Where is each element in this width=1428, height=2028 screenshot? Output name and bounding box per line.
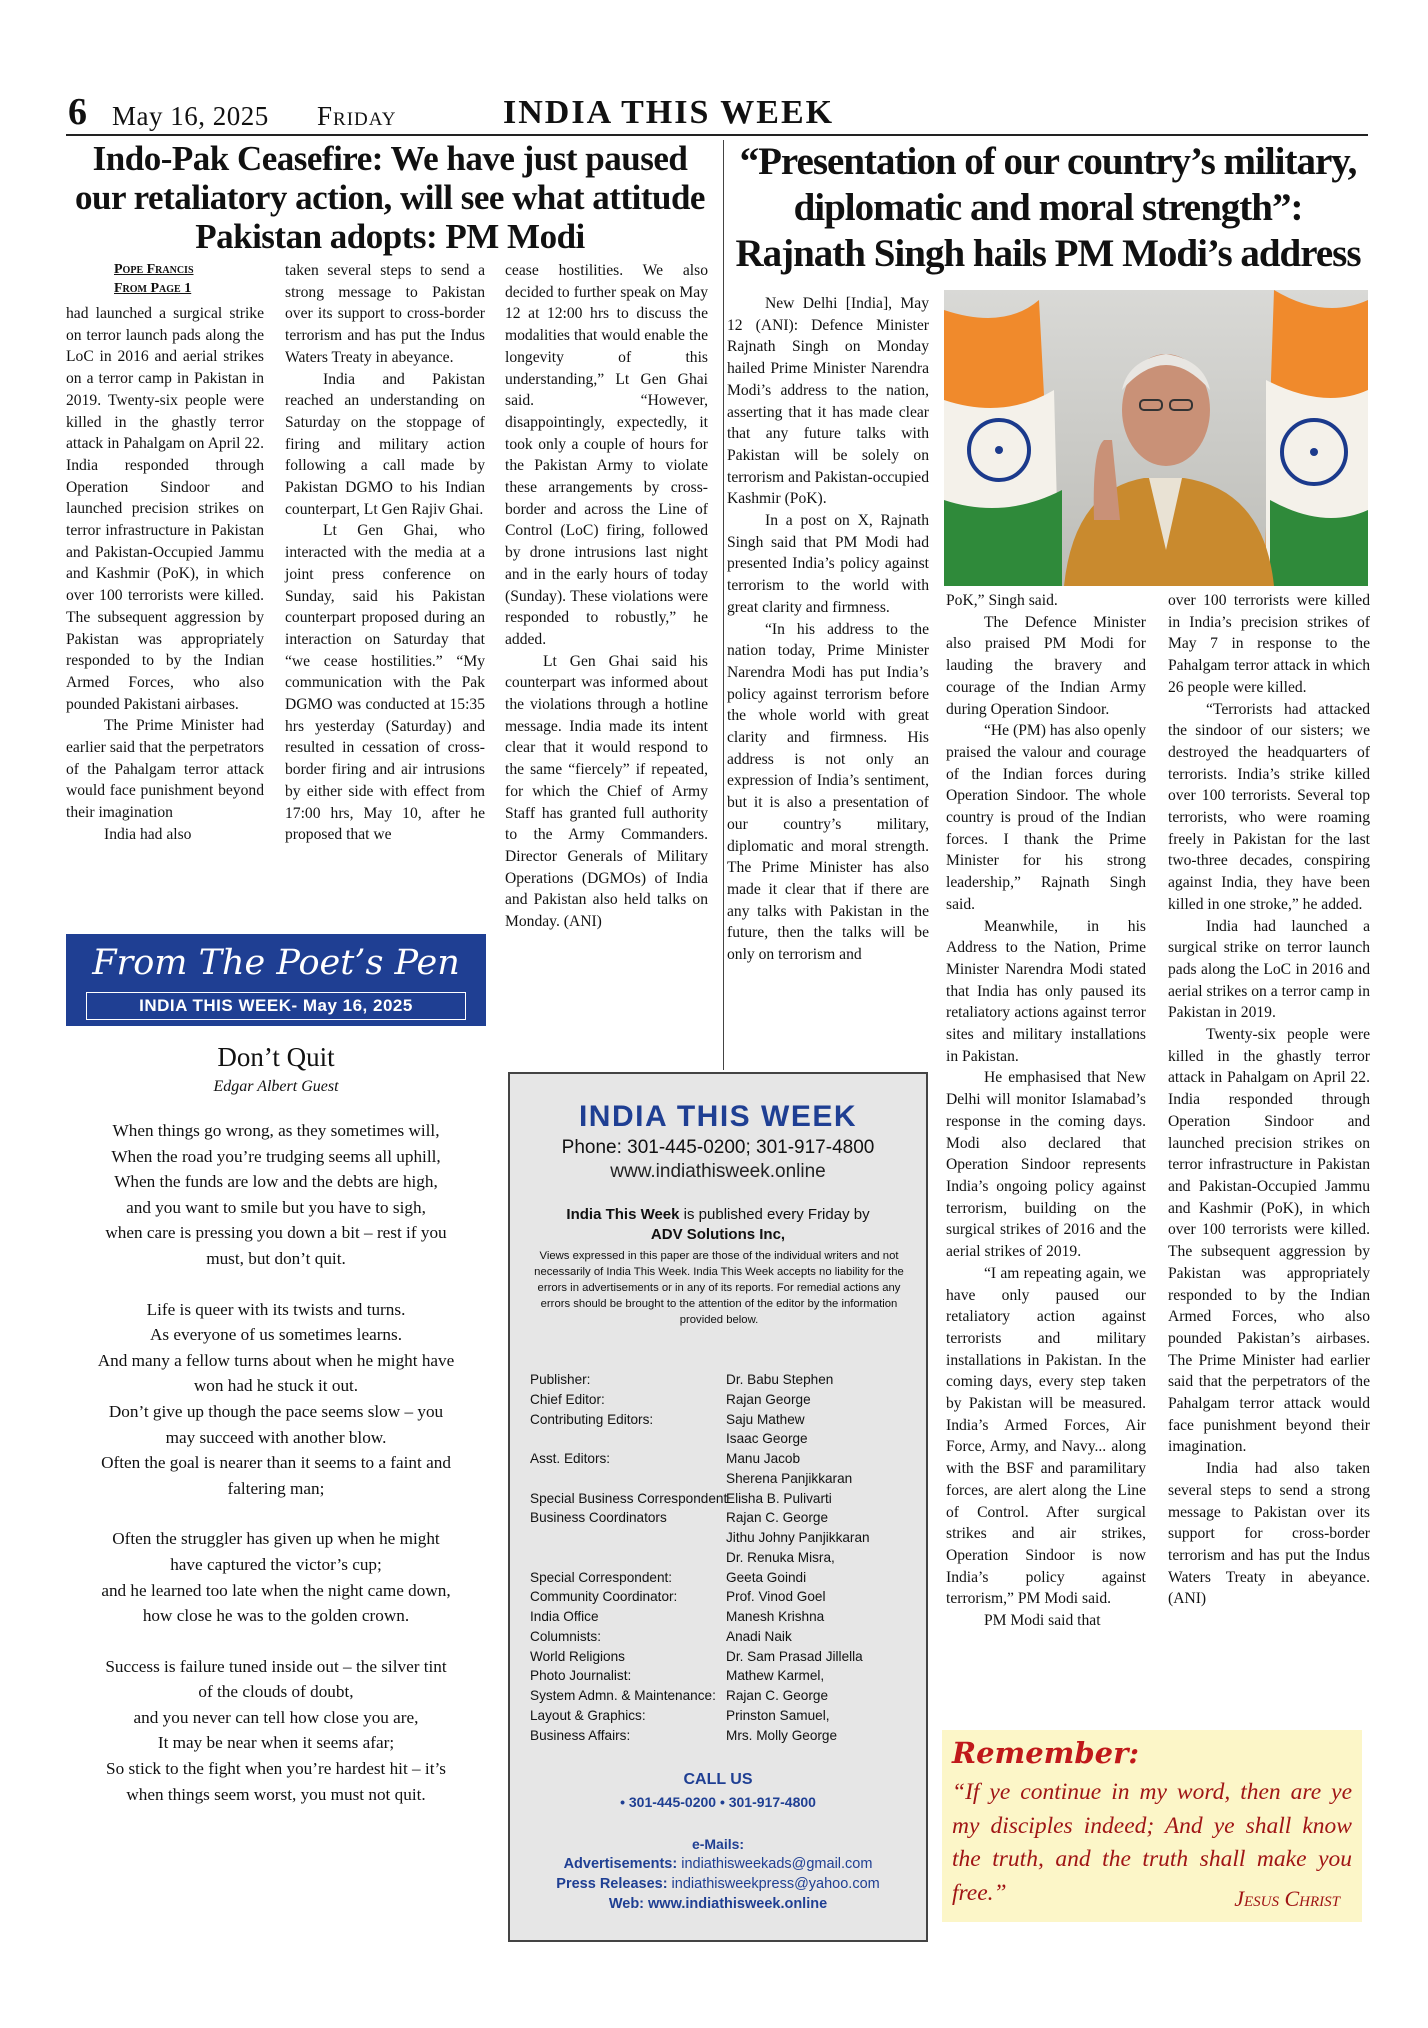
staff-row — [530, 1410, 920, 1430]
staff-name: Prof. Vinod Goel — [726, 1589, 826, 1605]
poem-line: how close he was to the golden crown. — [142, 1606, 410, 1626]
byline-source: From Page 1 — [114, 281, 192, 296]
remember-box — [942, 1730, 1362, 1922]
staff-name: Saju Mathew — [726, 1411, 805, 1427]
staff-row — [530, 1429, 920, 1449]
staff-row — [530, 1706, 920, 1726]
staff-name: Manesh Krishna — [726, 1609, 825, 1624]
paragraph: over 100 terrorists were killed in India’s precision strikes of May 7 in response to the Pahalgam terror attack in which 26 people were killed. — [1168, 592, 1370, 696]
paragraph: The Defence Minister also praised PM Modi for lauding the bravery and courage of the Indian Army during Operation Sindoor. — [946, 613, 1146, 718]
paragraph: New Delhi [India], May 12 (ANI): Defence Minister Rajnath Singh on Monday hailed Prime Minister Narendra Modi’s address to the nation, asserting that it has made clear that any future talks with Pakistan will be solely on terrorism and Pakistan-occupied Kashmir (PoK). — [727, 295, 929, 508]
web-link[interactable]: Web: www.indiathisweek.online — [608, 1896, 828, 1912]
remember-author: Jesus Christ — [1234, 1886, 1340, 1911]
paragraph: taken several steps to send a strong message to Pakistan over its support to cross-border terrorism and has put the Indus Waters Treaty in abeyance. — [285, 262, 485, 366]
article2-col2 — [946, 590, 1146, 1632]
article2-col1 — [727, 293, 929, 966]
published-line — [510, 1205, 926, 1225]
staff-role — [530, 1429, 726, 1449]
issue-date: May 16, 2025 — [112, 101, 269, 131]
remember-title: Remember: — [952, 1736, 1140, 1770]
staff-name: Rajan C. George — [726, 1688, 829, 1703]
poem-line: As everyone of us sometimes learns. — [149, 1325, 403, 1345]
staff-name: Isaac George — [726, 1431, 808, 1447]
staff-role: Publisher: — [530, 1372, 591, 1387]
staff-name: Geeta Goindi — [726, 1569, 807, 1585]
publication-info-box — [508, 1072, 928, 1942]
photo-illustration — [944, 290, 1368, 586]
paragraph: Twenty-six people were killed in the ghastly terror attack in Pahalgam on April 22. India responded through Operation Sindoor and launched precision strikes on terror infrastructure in Pakistan and Pakistan-Occupied Jammu and Kashmir (PoK), in which over 100 terrorists were killed. The subsequent aggression by Pakistan was appropriately responded to by the Indian Armed Forces, who also pounded Pakistan’s airbases. The Prime Minister had earlier said that the perpetrators of the Pahalgam terror attack would face punishment beyond their imagination. — [1168, 1026, 1370, 1456]
column-divider — [723, 140, 724, 1070]
poem-stanza — [60, 1654, 492, 1808]
staff-name: Jithu Johny Panjikkaran — [726, 1530, 870, 1545]
poem-stanza — [60, 1526, 492, 1628]
staff-role: World Religions — [530, 1648, 625, 1664]
article1-col2 — [285, 260, 485, 846]
staff-row — [530, 1607, 920, 1627]
staff-role: Asst. Editors: — [530, 1451, 611, 1466]
staff-role: Business Affairs: — [530, 1727, 631, 1743]
poem-line: faltering man; — [227, 1478, 325, 1498]
poem-line: have captured the victor’s cup; — [170, 1554, 382, 1574]
staff-name: Dr. Renuka Misra, — [726, 1549, 835, 1565]
paper-title: INDIA THIS WEEK — [503, 94, 835, 131]
staff-row — [530, 1390, 920, 1410]
staff-row — [530, 1627, 920, 1647]
remember-quote: “If ye continue in my word, then are ye my disciples indeed; And ye shall know the truth, and the truth shall make you free.” — [952, 1779, 1352, 1906]
staff-role: Layout & Graphics: — [530, 1707, 646, 1723]
poet-band-title: From The Poet’s Pen — [92, 943, 460, 983]
rajnath-singh-photo — [944, 290, 1368, 586]
staff-role: Photo Journalist: — [530, 1668, 632, 1684]
poem-line: When the road you’re trudging seems all uphill, — [111, 1146, 441, 1166]
staff-row — [530, 1587, 920, 1607]
staff-role: Columnists: — [530, 1628, 602, 1644]
paragraph: India had also — [104, 825, 192, 843]
staff-row — [530, 1449, 920, 1469]
article2-col3 — [1168, 590, 1370, 1610]
staff-list — [530, 1370, 920, 1745]
staff-name: Mathew Karmel, — [726, 1668, 825, 1684]
staff-role: Special Business Correspondent — [530, 1490, 728, 1506]
staff-role: Special Correspondent: — [530, 1569, 673, 1585]
paragraph: PM Modi said that — [984, 1612, 1101, 1630]
masthead-rule — [66, 134, 1368, 136]
issue-day: Friday — [317, 101, 397, 131]
published-name: India This Week — [566, 1206, 680, 1223]
paragraph: PoK,” Singh said. — [946, 592, 1058, 609]
published-text: is published every Friday by — [679, 1206, 870, 1223]
staff-role: India Office — [530, 1609, 599, 1624]
staff-role: Chief Editor: — [530, 1391, 605, 1407]
poem-line: must, but don’t quit. — [206, 1248, 346, 1268]
poem-line: when care is pressing you down a bit – rest if you — [105, 1223, 447, 1243]
disclaimer: Views expressed in this paper are those of the individual writers and not necessarily of India This Week. India This Week accepts no liability for the errors in advertisements or in any of its reports. For remedial actions any errors should be brought to the attention of the editor by the information provided below. — [534, 1250, 904, 1326]
staff-name: Dr. Sam Prasad Jillella — [726, 1648, 863, 1664]
staff-name: Sherena Panjikkaran — [726, 1470, 853, 1486]
poem-line: and you want to smile but you have to sigh, — [126, 1197, 426, 1217]
staff-name: Manu Jacob — [726, 1451, 801, 1466]
staff-role — [530, 1528, 726, 1548]
info-box-phone: Phone: 301-445-0200; 301-917-4800 — [561, 1137, 875, 1158]
poem-line: and he learned too late when the night came down, — [101, 1580, 451, 1600]
paragraph: Lt Gen Ghai, who interacted with the media at a joint press conference on Sunday, said his Pakistan counterpart proposed during an interaction on Saturday that “we cease hostilities.” “My communication with the Pak DGMO was conducted at 15:35 hrs yesterday (Saturday) and resulted in cessation of cross-border firing and air intrusions by either side with effect from 17:00 hrs, May 10, after he proposed that we — [285, 522, 485, 844]
staff-row — [530, 1726, 920, 1746]
poem-line: So stick to the fight when you’re hardest hit – it’s — [106, 1759, 446, 1779]
staff-name: Rajan George — [726, 1391, 811, 1407]
article1-headline: Indo-Pak Ceasefire: We have just paused our retaliatory action, will see what attitude Pakistan adopts: PM Modi — [75, 139, 705, 256]
poem-stanza — [60, 1118, 492, 1272]
staff-name: Prinston Samuel, — [726, 1707, 830, 1723]
publisher-company: ADV Solutions Inc, — [650, 1226, 786, 1243]
staff-row — [530, 1548, 920, 1568]
press-label: Press Releases: — [556, 1876, 668, 1892]
call-numbers[interactable]: • 301-445-0200 • 301-917-4800 — [620, 1794, 816, 1810]
ads-label: Advertisements: — [563, 1856, 678, 1872]
poem-author: Edgar Albert Guest — [213, 1078, 339, 1095]
staff-name: Anadi Naik — [726, 1628, 792, 1644]
paragraph: cease hostilities. We also decided to further speak on May 12 at 12:00 hrs to discuss the modalities that would enable the longevity of this understanding,” Lt Gen Ghai said. “However, disappointingly, expectedly, it took only a couple of hours for the Pakistan Army to violate these arrangements by cross-border and across the Line of Control (LoC) firing, followed by drone intrusions last night and in the early hours of today (Sunday). These violations were responded to robustly,” he added. — [505, 262, 708, 648]
poem-line: of the clouds of doubt, — [198, 1682, 354, 1702]
poem-line: It may be near when it seems afar; — [157, 1733, 395, 1753]
poem-line: When things go wrong, as they sometimes will, — [112, 1121, 440, 1140]
press-email-line[interactable] — [510, 1874, 926, 1894]
staff-row — [530, 1568, 920, 1588]
poem-line: When the funds are low and the debts are high, — [114, 1172, 438, 1192]
staff-name: Dr. Babu Stephen — [726, 1372, 834, 1387]
emails-label: e-Mails: — [691, 1836, 745, 1852]
call-us-label: CALL US — [683, 1771, 753, 1788]
paragraph: “I am repeating again, we have only paused our retaliatory action against terrorists and military installations in Pakistan. In the coming days, every step taken by Pakistan will be measured. India’s Armed Forces, Air Force, Army, and Navy... along with the BSF and paramilitary forces, are alert along the Line of Control. After surgical strikes and air strikes, Operation Sindoor is now India’s policy against terrorism,” PM Modi said. — [946, 1264, 1146, 1608]
ads-email[interactable]: indiathisweekads@gmail.com — [677, 1856, 873, 1872]
poet-band-subtitle: INDIA THIS WEEK- May 16, 2025 — [86, 992, 466, 1020]
paragraph: had launched a surgical strike on terror launch pads along the LoC in 2016 and aerial strikes on a terror camp in Pakistan in 2019. Twenty-six people were killed in the ghastly terror attack in Pahalgam on April 22. India responded through Operation Sindoor and launched precision strikes on terror infrastructure in Pakistan and Pakistan-Occupied Jammu and Kashmir (PoK), in which over 100 terrorists were killed. The subsequent aggression by Pakistan was appropriately responded to by the Indian Armed Forces, who also pounded Pakistani airbases. — [66, 305, 264, 713]
article1-byline — [114, 260, 264, 298]
poem-line: Often the goal is nearer than it seems to a faint and — [101, 1453, 451, 1473]
paragraph: “Terrorists had attacked the sindoor of our sisters; we destroyed the headquarters of terrorists. India’s strike killed over 100 terrorists. Several top terrorists, who were roaming freely in Pakistan for the last two-three decades, conspiring against India, they have been killed in one stroke,” he added. — [1168, 700, 1370, 913]
paragraph: “He (PM) has also openly praised the valour and courage of the Indian forces during Operation Sindoor. The whole country is proud of the Indian forces. I thank the Prime Minister for his strong leadership,” Rajnath Singh said. — [946, 722, 1146, 913]
info-box-title: INDIA THIS WEEK — [578, 1100, 858, 1133]
page-number: 6 — [68, 91, 87, 133]
paragraph: The Prime Minister had earlier said that the perpetrators of the Pahalgam terror attack would face punishment beyond their imagination — [66, 717, 264, 822]
paragraph: India had also taken several steps to send a strong message to Pakistan over its support for cross-border terrorism and has put the Indus Waters Treaty in abeyance. (ANI) — [1168, 1460, 1370, 1608]
paragraph: In a post on X, Rajnath Singh said that PM Modi had presented India’s policy against terrorism to the world with great clarity and firmness. — [727, 512, 929, 616]
poet-band — [66, 934, 486, 1026]
poem-body — [60, 1118, 492, 1832]
poem-line: and you never can tell how close you are, — [133, 1707, 419, 1727]
staff-name: Elisha B. Pulivarti — [726, 1490, 832, 1506]
staff-row — [530, 1686, 920, 1706]
staff-name: Rajan C. George — [726, 1510, 829, 1526]
paragraph: “In his address to the nation today, Prime Minister Narendra Modi has put India’s policy against terrorism before the whole world with great clarity and firmness. His address is not only an expression of India’s sentiment, but it is also a presentation of our country’s military, diplomatic and moral strength. The Prime Minister has also made it clear that if there are any talks with Pakistan in the future, then the talks will be only on terrorism and — [727, 620, 929, 964]
article2-headline: “Presentation of our country’s military, diplomatic and moral strength”: Rajnath Singh hails PM Modi’s address — [735, 140, 1361, 275]
poem-title: Don’t Quit — [217, 1042, 335, 1072]
poem-line: may succeed with another blow. — [165, 1427, 387, 1447]
poem-line: And many a fellow turns about when he might have — [97, 1350, 455, 1370]
staff-role: Community Coordinator: — [530, 1589, 678, 1605]
ads-email-line[interactable] — [510, 1854, 926, 1874]
poem-line: Life is queer with its twists and turns. — [146, 1299, 406, 1319]
poem-line: Often the struggler has given up when he might — [112, 1529, 440, 1549]
staff-role: Business Coordinators — [530, 1510, 667, 1526]
staff-row — [530, 1647, 920, 1667]
poem-stanza — [60, 1297, 492, 1502]
staff-role — [530, 1469, 726, 1489]
staff-name: Mrs. Molly George — [726, 1727, 838, 1743]
article1-col1 — [66, 303, 264, 846]
info-box-website[interactable]: www.indiathisweek.online — [610, 1161, 826, 1182]
poem-line: when things seem worst, you must not quit. — [126, 1784, 426, 1804]
staff-row — [530, 1666, 920, 1686]
staff-role: Contributing Editors: — [530, 1411, 654, 1427]
staff-row — [530, 1469, 920, 1489]
paragraph: India had launched a surgical strike on terror launch pads along the LoC in 2016 and aerial strikes on a terror camp in Pakistan in 2019. — [1168, 917, 1370, 1022]
staff-role: System Admn. & Maintenance: — [530, 1688, 716, 1703]
poem-line: won had he stuck it out. — [193, 1376, 359, 1396]
press-email[interactable]: indiathisweekpress@yahoo.com — [667, 1876, 880, 1892]
poem-line: Success is failure tuned inside out – the silver tint — [105, 1656, 447, 1676]
staff-role — [530, 1548, 726, 1568]
paragraph: He emphasised that New Delhi will monitor Islamabad’s response in the coming days. Modi also declared that Operation Sindoor represents India’s ongoing policy against terrorism, building on the surgical strikes of 2016 and the aerial strikes of 2019. — [946, 1069, 1146, 1261]
paragraph: Lt Gen Ghai said his counterpart was informed about the violations through a hotline message. India made its intent clear that it would respond to the same “fiercely” if repeated, for which the Chief of Army Staff has granted full authority to the Army Commanders. Director Generals of Military Operations (DGMOs) of India and Pakistan also held talks on Monday. (ANI) — [505, 652, 708, 931]
byline-name: Pope Francis — [114, 262, 194, 277]
flag-right — [1264, 290, 1368, 586]
staff-row — [530, 1489, 920, 1509]
poem-line: Don’t give up though the pace seems slow – you — [108, 1401, 444, 1421]
staff-row — [530, 1370, 920, 1390]
article1-col3 — [505, 260, 708, 933]
paragraph: Meanwhile, in his Address to the Nation, Prime Minister Narendra Modi stated that India has only paused its retaliatory actions against terror sites and military installations in Pakistan. — [946, 917, 1146, 1065]
staff-row — [530, 1528, 920, 1548]
staff-row — [530, 1508, 920, 1528]
paragraph: India and Pakistan reached an understanding on Saturday on the stoppage of firing and military action following a call made by Pakistan DGMO to his Indian counterpart, Lt Gen Rajiv Ghai. — [285, 370, 485, 518]
